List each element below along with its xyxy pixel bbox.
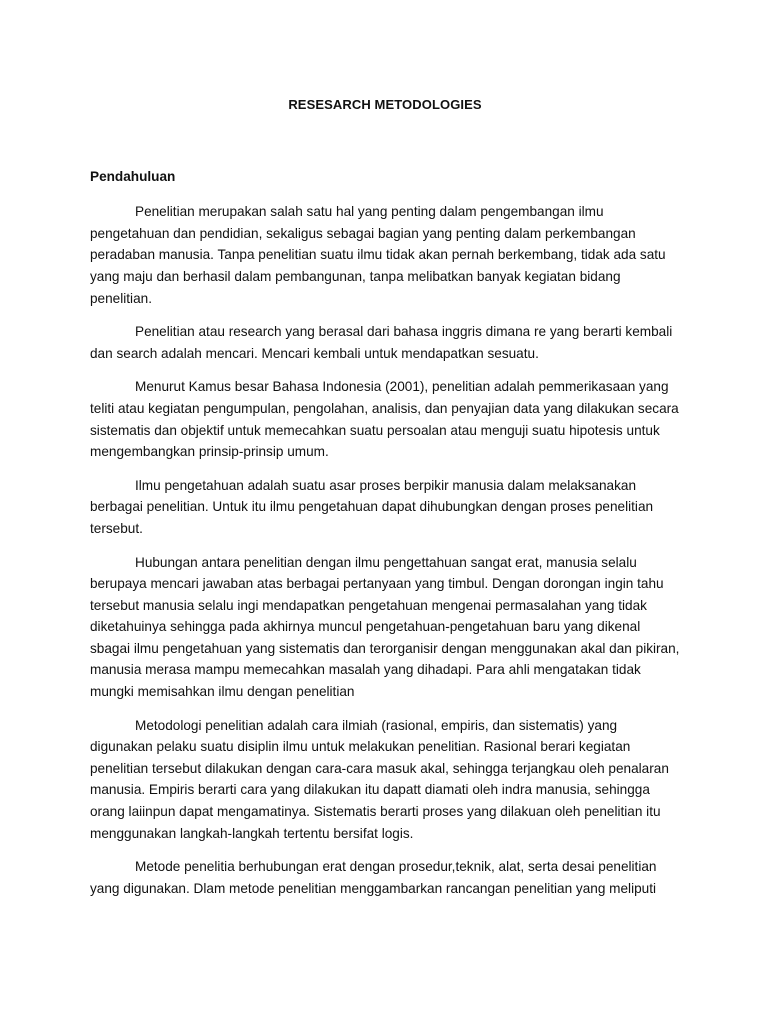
document-title: RESESARCH METODOLOGIES [288, 97, 482, 112]
paragraph-2: Penelitian atau research yang berasal dari bahasa inggris dimana re yang berarti kembali dan search adalah mencari. Mencari kembali untuk mendapatkan sesuatu. [90, 324, 673, 361]
paragraph-4: Ilmu pengetahuan adalah suatu asar proses berpikir manusia dalam melaksanakan berbagai penelitian. Untuk itu ilmu pengetahuan dapat dihubungkan dengan proses penelitian tersebut. [90, 477, 654, 536]
paragraph-5: Hubungan antara penelitian dengan ilmu pengettahuan sangat erat, manusia selalu berupaya mencari jawaban atas berbagai pertanyaan yang timbul. Dengan dorongan ingin tahu tersebut manusia selalu ingi mendapatkan pengetahuan mengenai permasalahan yang tidak diketahuinya sehingga pada akhirnya muncul pengetahuan-pengetahuan baru yang dikenal sbagai ilmu pengetahuan yang sistematis dan terorganisir dengan menggunakan akal dan pikiran, manusia merasa mampu memecahkan masalah yang dihadapi. Para ahli mengatakan tidak mungki memisahkan ilmu dengan penelitian [90, 554, 680, 700]
paragraph-7: Metode penelitia berhubungan erat dengan prosedur,teknik, alat, serta desai penelitian yang digunakan. Dlam metode penelitian menggambarkan rancangan penelitian yang meliputi [90, 859, 657, 896]
paragraph-3: Menurut Kamus besar Bahasa Indonesia (2001), penelitian adalah pemmerikasaan yang teliti atau kegiatan pengumpulan, pengolahan, analisis, dan penyajian data yang dilakukan secara sistematis dan objektif untuk memecahkan suatu persoalan atau menguji suatu hipotesis untuk mengembangkan prinsip-prinsip umum. [90, 379, 679, 460]
section-heading: Pendahuluan [90, 168, 176, 184]
paragraph-1: Penelitian merupakan salah satu hal yang penting dalam pengembangan ilmu pengetahuan dan pendidian, sekaligus sebagai bagian yang penting dalam perkembangan peradaban manusia. Tanpa penelitian suatu ilmu tidak akan pernah berkembang, tidak ada satu yang maju dan berhasil dalam pembangunan, tanpa melibatkan banyak kegiatan bidang penelitian. [90, 204, 666, 306]
paragraph-6: Metodologi penelitian adalah cara ilmiah (rasional, empiris, dan sistematis) yang digunakan pelaku suatu disiplin ilmu untuk melakukan penelitian. Rasional berari kegiatan penelitian tersebut dilakukan dengan cara-cara masuk akal, sehingga terjangkau oleh penalaran manusia. Empiris berarti cara yang dilakukan itu dapatt diamati oleh indra manusia, sehingga orang laiinpun dapat mengamatinya. Sistematis berarti proses yang dilakuan oleh penelitian itu menggunakan langkah-langkah tertentu bersifat logis. [90, 717, 669, 841]
document-body [90, 94, 680, 911]
